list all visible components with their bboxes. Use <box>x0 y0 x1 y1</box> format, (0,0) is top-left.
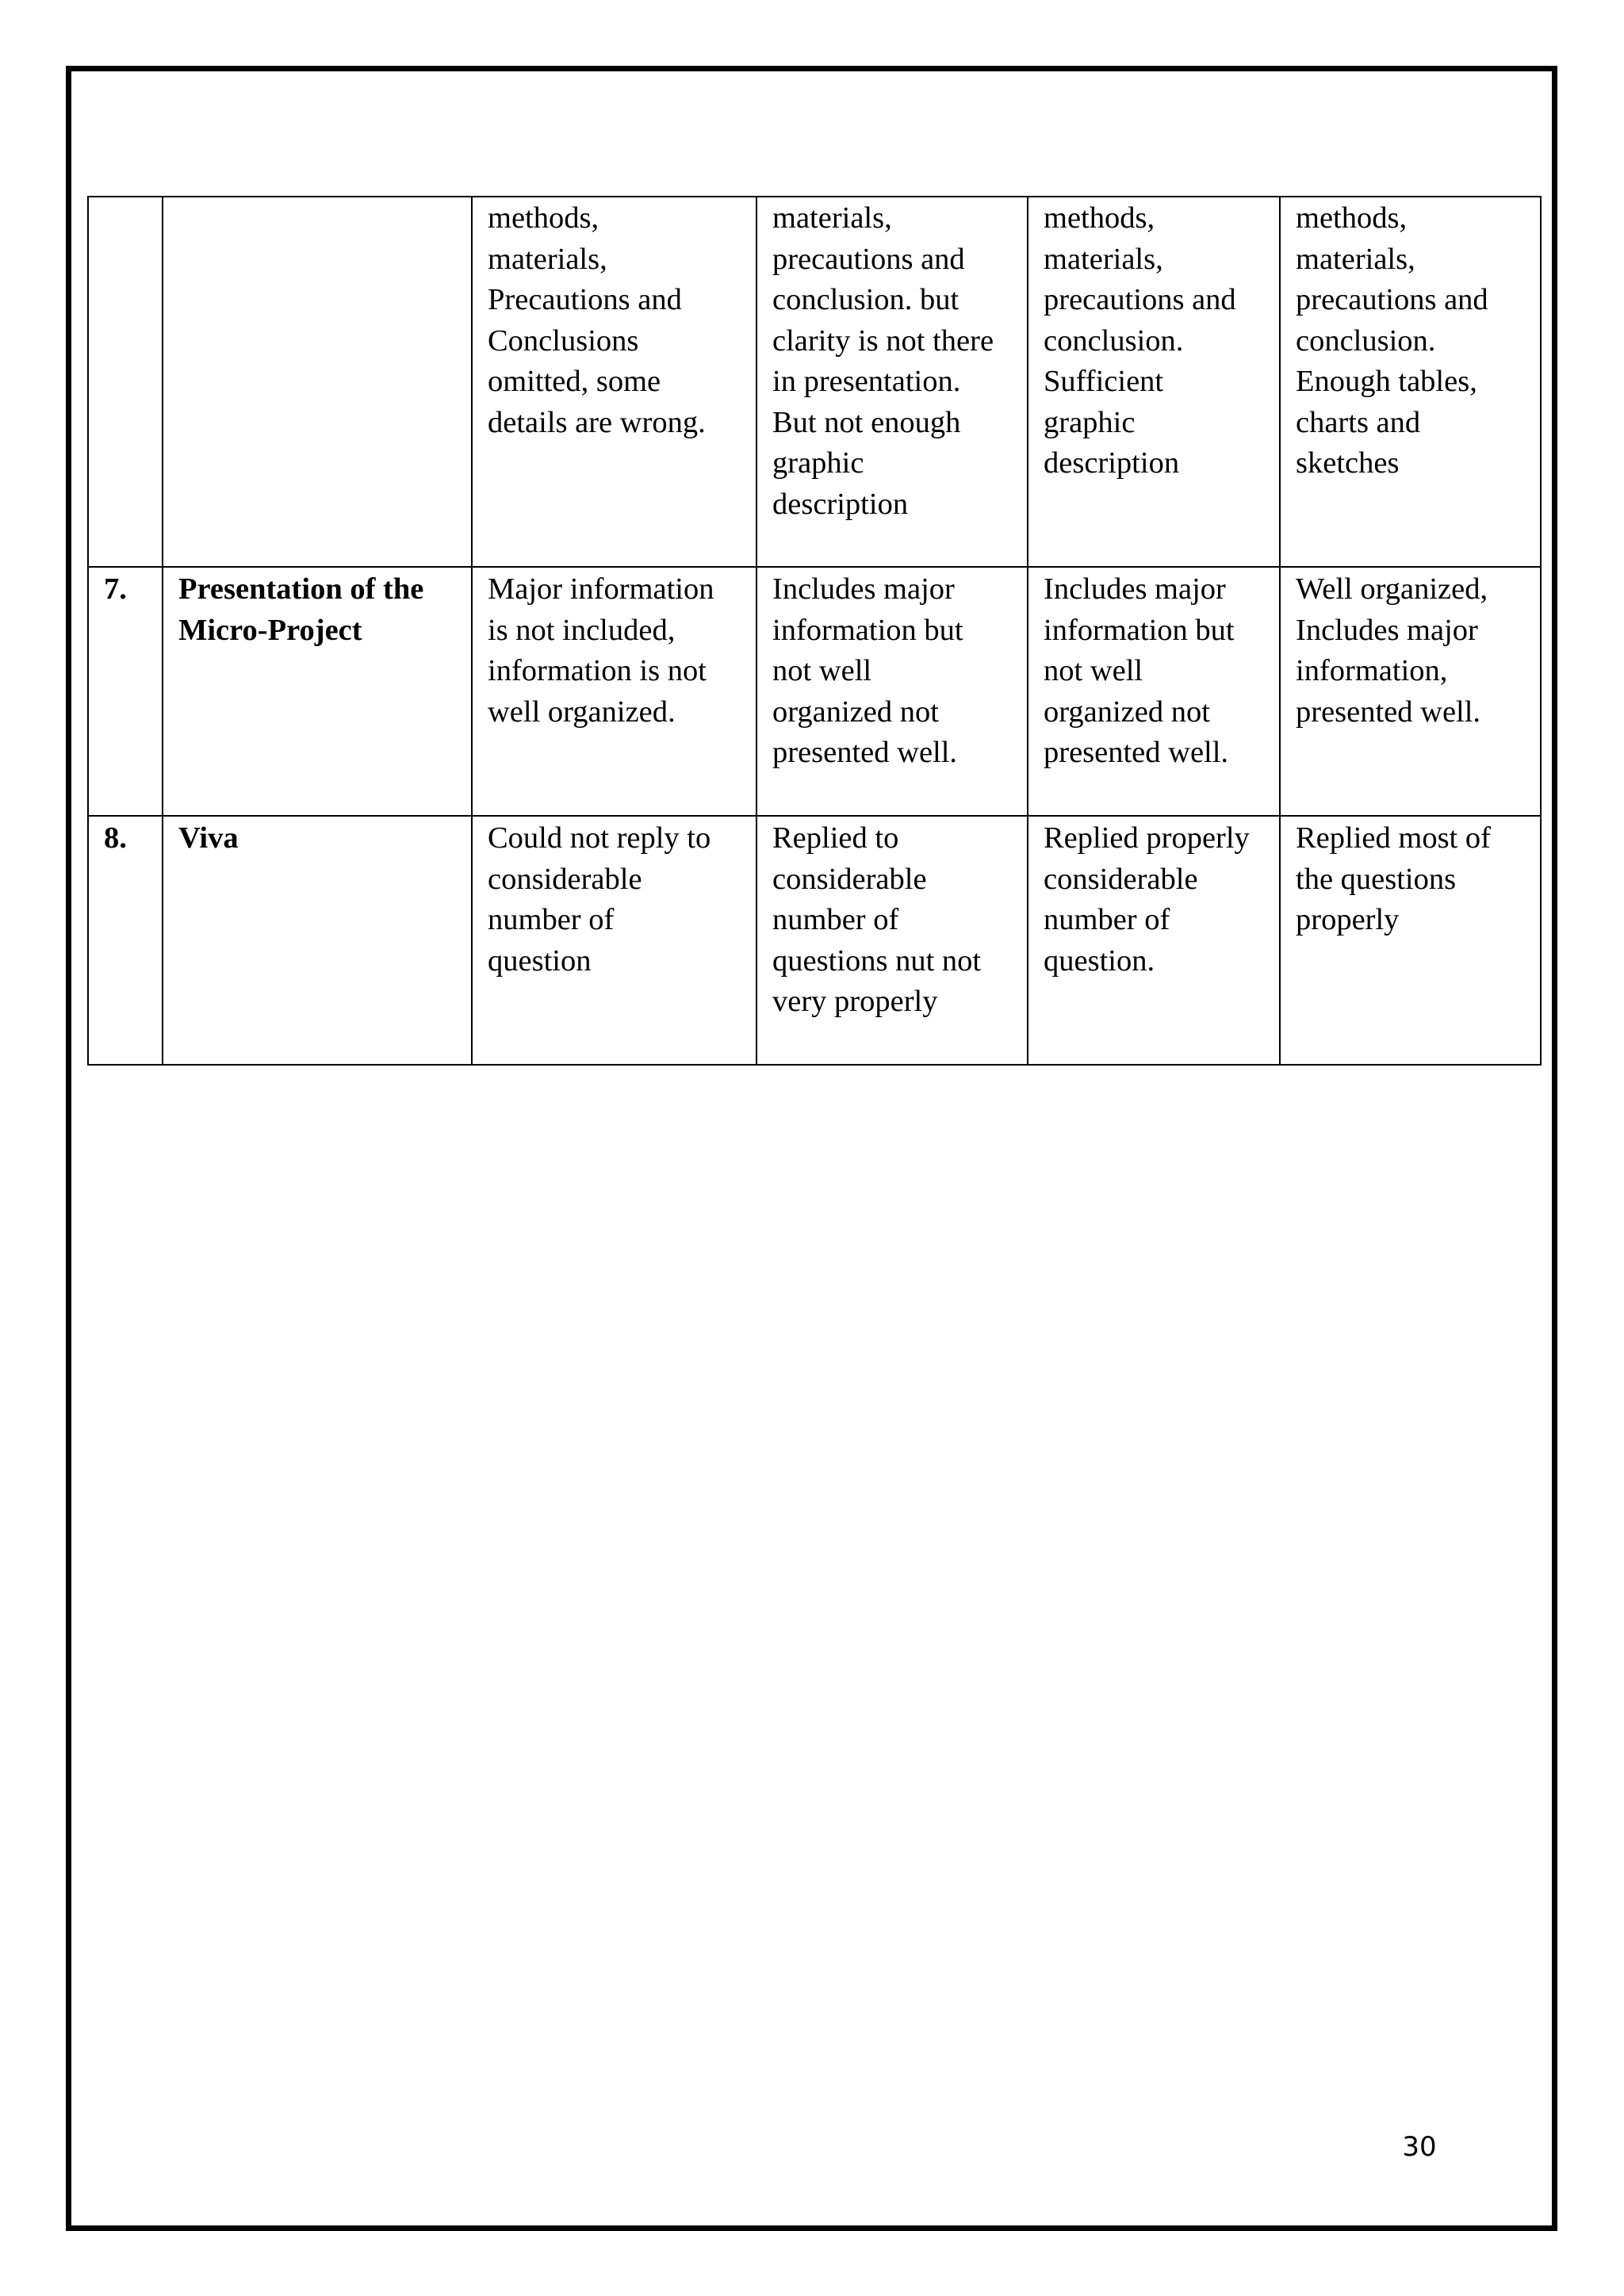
rubric-table <box>87 196 1542 1066</box>
criterion-cell <box>163 197 472 567</box>
rubric-cell-average: materials, precautions and conclusion. but clarity is not there in presentation. But not enough graphic description <box>756 197 1028 567</box>
rubric-cell-poor: Major information is not included, information is not well organized. <box>472 567 756 816</box>
sr-no-cell <box>88 197 163 567</box>
table-row <box>88 816 1541 1065</box>
criterion-cell: Presentation of the Micro-Project <box>163 567 472 816</box>
rubric-cell-excellent: Replied most of the questions properly <box>1280 816 1541 1065</box>
rubric-cell-poor: Could not reply to considerable number of question <box>472 816 756 1065</box>
rubric-cell-excellent: Well organized, Includes major information, presented well. <box>1280 567 1541 816</box>
rubric-cell-average: Includes major information but not well organized not presented well. <box>756 567 1028 816</box>
table-row <box>88 197 1541 567</box>
page-number: 30 <box>1402 2131 1437 2163</box>
rubric-cell-good: methods, materials, precautions and conclusion. Sufficient graphic description <box>1028 197 1280 567</box>
rubric-cell-poor: methods, materials, Precautions and Conclusions omitted, some details are wrong. <box>472 197 756 567</box>
criterion-cell: Viva <box>163 816 472 1065</box>
sr-no-cell: 7. <box>88 567 163 816</box>
table-row <box>88 567 1541 816</box>
sr-no-cell: 8. <box>88 816 163 1065</box>
rubric-cell-average: Replied to considerable number of questions nut not very properly <box>756 816 1028 1065</box>
rubric-cell-good: Replied properly considerable number of question. <box>1028 816 1280 1065</box>
rubric-cell-good: Includes major information but not well organized not presented well. <box>1028 567 1280 816</box>
rubric-cell-excellent: methods, materials, precautions and conclusion. Enough tables, charts and sketches <box>1280 197 1541 567</box>
